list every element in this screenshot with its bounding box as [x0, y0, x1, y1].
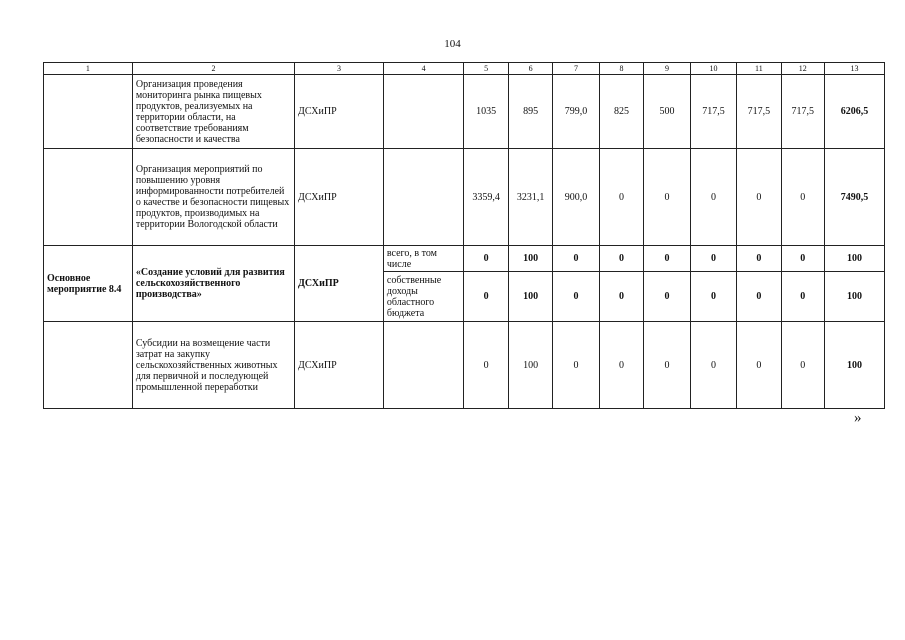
- value-cell: 0: [781, 246, 824, 272]
- value-cell: 100: [508, 246, 552, 272]
- funding-source-cell: собственные доходы областного бюджета: [383, 272, 464, 322]
- value-cell: 0: [644, 246, 690, 272]
- event-name-cell: «Создание условий для развития сельскохозяйственного производства»: [132, 246, 294, 322]
- table-row: [44, 246, 885, 272]
- value-cell: 0: [690, 149, 736, 246]
- value-cell: 0: [781, 272, 824, 322]
- column-numbers-row: [44, 63, 885, 75]
- column-number: 8: [599, 63, 643, 75]
- closing-quote-mark: »: [854, 410, 862, 426]
- column-number: 12: [781, 63, 824, 75]
- value-cell: 799,0: [553, 75, 599, 149]
- main-event-cell: Основное мероприятие 8.4: [44, 246, 133, 322]
- value-cell: 0: [464, 246, 508, 272]
- value-cell: 0: [644, 272, 690, 322]
- column-number: 7: [553, 63, 599, 75]
- value-cell: 0: [599, 149, 643, 246]
- column-number: 5: [464, 63, 508, 75]
- event-name-cell: Субсидии на возмещение части затрат на закупку сельскохозяйственных животных для первичной и последующей промышленной переработки: [132, 322, 294, 409]
- executor-cell: ДСХиПР: [295, 246, 384, 322]
- value-cell: 0: [599, 272, 643, 322]
- total-cell: 100: [825, 246, 885, 272]
- value-cell: 1035: [464, 75, 508, 149]
- main-event-cell: [44, 149, 133, 246]
- value-cell: 0: [737, 149, 781, 246]
- value-cell: 0: [464, 272, 508, 322]
- total-cell: 100: [825, 322, 885, 409]
- column-number: 9: [644, 63, 690, 75]
- total-cell: 100: [825, 272, 885, 322]
- value-cell: 100: [508, 272, 552, 322]
- executor-cell: ДСХиПР: [295, 322, 384, 409]
- table-row: [44, 149, 885, 246]
- executor-cell: ДСХиПР: [295, 149, 384, 246]
- funding-source-cell: [383, 75, 464, 149]
- value-cell: 0: [781, 149, 824, 246]
- value-cell: 3231,1: [508, 149, 552, 246]
- budget-table: [43, 62, 885, 409]
- value-cell: 0: [599, 246, 643, 272]
- value-cell: 100: [508, 322, 552, 409]
- main-event-cell: [44, 322, 133, 409]
- event-name-cell: Организация мероприятий по повышению уровня информированности потребителей о качестве и безопасности пищевых продуктов, производимых на территории Вологодской области: [132, 149, 294, 246]
- value-cell: 0: [737, 322, 781, 409]
- value-cell: 0: [599, 322, 643, 409]
- executor-cell: ДСХиПР: [295, 75, 384, 149]
- value-cell: 0: [644, 322, 690, 409]
- value-cell: 3359,4: [464, 149, 508, 246]
- value-cell: 0: [644, 149, 690, 246]
- column-number: 3: [295, 63, 384, 75]
- page-number: 104: [444, 38, 461, 50]
- main-event-cell: [44, 75, 133, 149]
- value-cell: 0: [737, 272, 781, 322]
- funding-source-cell: [383, 149, 464, 246]
- value-cell: 0: [553, 322, 599, 409]
- table-row: [44, 322, 885, 409]
- value-cell: 900,0: [553, 149, 599, 246]
- column-number: 2: [132, 63, 294, 75]
- value-cell: 0: [781, 322, 824, 409]
- value-cell: 500: [644, 75, 690, 149]
- funding-source-cell: [383, 322, 464, 409]
- total-cell: 6206,5: [825, 75, 885, 149]
- funding-source-cell: всего, в том числе: [383, 246, 464, 272]
- value-cell: 0: [690, 272, 736, 322]
- column-number: 4: [383, 63, 464, 75]
- column-number: 11: [737, 63, 781, 75]
- value-cell: 0: [737, 246, 781, 272]
- total-cell: 7490,5: [825, 149, 885, 246]
- column-number: 6: [508, 63, 552, 75]
- value-cell: 825: [599, 75, 643, 149]
- value-cell: 717,5: [690, 75, 736, 149]
- column-number: 13: [825, 63, 885, 75]
- value-cell: 717,5: [781, 75, 824, 149]
- value-cell: 0: [690, 322, 736, 409]
- value-cell: 0: [553, 272, 599, 322]
- column-number: 1: [44, 63, 133, 75]
- event-name-cell: Организация проведения мониторинга рынка пищевых продуктов, реализуемых на территории области, на соответствие требованиям безопасности и качества: [132, 75, 294, 149]
- value-cell: 0: [690, 246, 736, 272]
- value-cell: 717,5: [737, 75, 781, 149]
- value-cell: 0: [464, 322, 508, 409]
- column-number: 10: [690, 63, 736, 75]
- value-cell: 0: [553, 246, 599, 272]
- table-row: [44, 75, 885, 149]
- value-cell: 895: [508, 75, 552, 149]
